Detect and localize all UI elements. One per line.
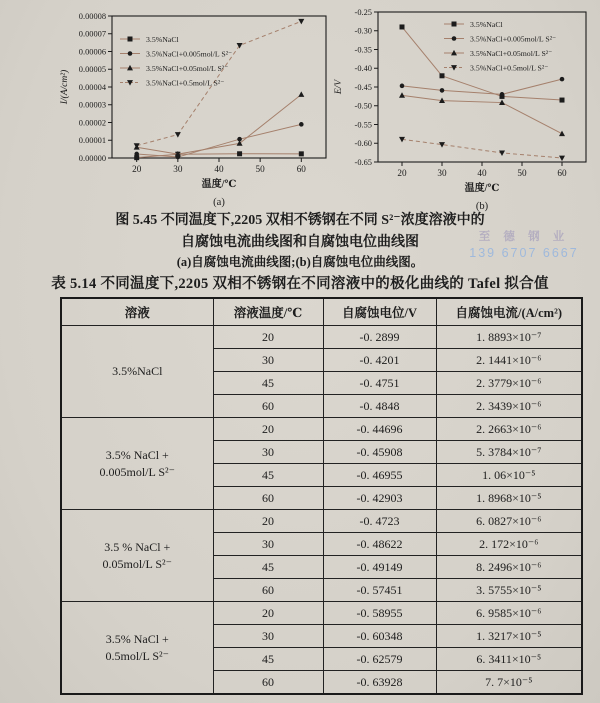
square-marker	[128, 37, 133, 42]
y-axis-label: I/(A/cm²)	[60, 69, 70, 105]
legend-label: 3.5%NaCl+0.05mol/L S²⁻	[470, 49, 553, 58]
circle-marker	[560, 77, 565, 82]
temp-cell: 45	[213, 372, 323, 395]
x-tick-label: 50	[255, 164, 265, 174]
potential-cell: -0. 2899	[323, 326, 436, 349]
y-tick-label: -0.50	[354, 101, 372, 111]
temp-cell: 20	[213, 326, 323, 349]
y-tick-label: 0.00005	[78, 65, 106, 75]
potential-cell: -0. 44696	[323, 418, 436, 441]
y-tick-label: -0.35	[354, 45, 372, 55]
potential-cell: -0. 60348	[323, 625, 436, 648]
current-cell: 1. 06×10⁻⁵	[436, 464, 582, 487]
potential-cell: -0. 62579	[323, 648, 436, 671]
current-cell: 3. 5755×10⁻⁵	[436, 579, 582, 602]
x-axis-label: 温度/℃	[464, 183, 500, 194]
triangle-down-marker	[175, 132, 181, 138]
y-tick-label: -0.40	[354, 64, 372, 74]
potential-cell: -0. 49149	[323, 556, 436, 579]
y-tick-label: -0.60	[354, 139, 372, 149]
potential-cell: -0. 4848	[323, 395, 436, 418]
x-tick-label: 20	[132, 164, 142, 174]
solution-line: 3.5%NaCl	[112, 364, 163, 378]
square-marker	[299, 151, 304, 156]
temp-cell: 45	[213, 648, 323, 671]
circle-marker	[134, 152, 139, 157]
panel-label: (a)	[213, 197, 225, 208]
watermark-company: 至 德 钢 业	[478, 231, 570, 243]
temp-cell: 60	[213, 487, 323, 510]
potential-cell: -0. 45908	[323, 441, 436, 464]
triangle-down-marker	[298, 19, 304, 25]
x-tick-label: 20	[397, 168, 407, 178]
current-cell: 2. 2663×10⁻⁶	[436, 418, 582, 441]
temp-cell: 45	[213, 464, 323, 487]
circle-marker	[128, 51, 133, 56]
y-tick-label: -0.25	[354, 7, 372, 17]
square-marker	[560, 98, 565, 103]
y-tick-label: 0.00004	[78, 82, 106, 92]
y-tick-label: 0.00000	[78, 153, 106, 163]
square-marker	[400, 24, 405, 29]
x-tick-label: 30	[173, 164, 183, 174]
col-header-potential: 自腐蚀电位/V	[323, 298, 436, 326]
square-marker	[237, 151, 242, 156]
potential-cell: -0. 58955	[323, 602, 436, 625]
y-tick-label: -0.45	[354, 82, 372, 92]
current-cell: 1. 8893×10⁻⁷	[436, 326, 582, 349]
figure-caption-line2: 自腐蚀电流曲线图和自腐蚀电位曲线图	[181, 235, 419, 250]
current-cell: 6. 3411×10⁻⁵	[436, 648, 582, 671]
table-caption: 表 5.14 不同温度下,2205 双相不锈钢在不同溶液中的极化曲线的 Tafel 拟合值	[51, 276, 549, 292]
potential-cell: -0. 57451	[323, 579, 436, 602]
legend-label: 3.5%NaCl	[470, 20, 503, 29]
circle-marker	[400, 84, 405, 89]
current-cell: 5. 3784×10⁻⁷	[436, 441, 582, 464]
table-row	[61, 326, 582, 349]
y-tick-label: 0.00002	[78, 118, 106, 128]
series-line	[402, 79, 562, 94]
current-cell: 6. 0827×10⁻⁶	[436, 510, 582, 533]
solution-line: 0.05mol/L S²⁻	[102, 556, 172, 571]
current-cell: 6. 9585×10⁻⁶	[436, 602, 582, 625]
series-line	[137, 124, 302, 157]
y-tick-label: -0.65	[354, 157, 372, 167]
potential-cell: -0. 4751	[323, 372, 436, 395]
temp-cell: 60	[213, 395, 323, 418]
temp-cell: 30	[213, 533, 323, 556]
temp-cell: 60	[213, 579, 323, 602]
triangle-up-marker	[399, 92, 405, 98]
tafel-fit-table	[60, 297, 583, 695]
legend-label: 3.5%NaCl	[146, 35, 179, 44]
x-tick-label: 60	[557, 168, 567, 178]
triangle-down-marker	[559, 156, 565, 162]
temp-cell: 30	[213, 625, 323, 648]
col-header-temperature: 溶液温度/℃	[213, 298, 323, 326]
y-tick-label: 0.00007	[78, 29, 106, 39]
potential-cell: -0. 4723	[323, 510, 436, 533]
solution-cell	[61, 418, 213, 510]
legend-label: 3.5%NaCl+0.005mol/L S²⁻	[146, 49, 233, 59]
col-header-current: 自腐蚀电流/(A/cm²)	[436, 298, 582, 326]
solution-line: 3.5% NaCl +	[105, 447, 169, 462]
current-cell: 1. 8968×10⁻⁵	[436, 487, 582, 510]
chart-b-corrosion-potential	[330, 2, 598, 214]
x-tick-label: 60	[296, 164, 306, 174]
watermark	[464, 228, 584, 260]
temp-cell: 20	[213, 602, 323, 625]
circle-marker	[299, 122, 304, 127]
chart-a-corrosion-current	[56, 6, 334, 210]
x-tick-label: 40	[214, 164, 224, 174]
potential-cell: -0. 42903	[323, 487, 436, 510]
solution-line: 0.5mol/L S²⁻	[105, 648, 169, 663]
legend-label: 3.5%NaCl+0.05mol/L S²⁻	[146, 64, 229, 73]
table-row	[61, 602, 582, 625]
circle-marker	[452, 36, 457, 41]
square-marker	[440, 73, 445, 78]
square-marker	[452, 22, 457, 27]
legend-label: 3.5%NaCl+0.5mol/L S²⁻	[146, 78, 225, 88]
solution-line: 0.005mol/L S²⁻	[99, 464, 175, 479]
legend-label: 3.5%NaCl+0.5mol/L S²⁻	[470, 63, 549, 73]
potential-cell: -0. 63928	[323, 671, 436, 695]
y-tick-label: 0.00003	[78, 100, 106, 110]
current-cell: 8. 2496×10⁻⁶	[436, 556, 582, 579]
solution-cell	[61, 602, 213, 695]
panel-label: (b)	[475, 201, 489, 212]
series-line	[402, 139, 562, 158]
legend-label: 3.5%NaCl+0.005mol/L S²⁻	[470, 34, 557, 44]
y-tick-label: -0.55	[354, 120, 372, 130]
solution-line: 3.5% NaCl +	[105, 631, 169, 646]
temp-cell: 30	[213, 441, 323, 464]
potential-cell: -0. 48622	[323, 533, 436, 556]
triangle-up-marker	[298, 91, 304, 97]
x-tick-label: 30	[437, 168, 447, 178]
y-tick-label: -0.30	[354, 26, 372, 36]
series-line	[402, 95, 562, 133]
x-tick-label: 40	[477, 168, 487, 178]
figure-caption-line3: (a)自腐蚀电流曲线图;(b)自腐蚀电位曲线图。	[176, 255, 424, 269]
triangle-down-marker	[499, 151, 505, 157]
temp-cell: 20	[213, 510, 323, 533]
col-header-solution: 溶液	[61, 298, 213, 326]
y-tick-label: 0.00008	[78, 11, 106, 21]
x-tick-label: 50	[517, 168, 527, 178]
current-cell: 2. 3439×10⁻⁶	[436, 395, 582, 418]
current-cell: 2. 3779×10⁻⁶	[436, 372, 582, 395]
solution-cell	[61, 326, 213, 418]
current-cell: 7. 7×10⁻⁵	[436, 671, 582, 695]
current-cell: 1. 3217×10⁻⁵	[436, 625, 582, 648]
solution-cell	[61, 510, 213, 602]
temp-cell: 60	[213, 671, 323, 695]
table-row	[61, 418, 582, 441]
triangle-up-marker	[559, 131, 565, 137]
circle-marker	[500, 92, 505, 97]
potential-cell: -0. 4201	[323, 349, 436, 372]
watermark-phone: 139 6707 6667	[469, 246, 579, 260]
temp-cell: 30	[213, 349, 323, 372]
temp-cell: 20	[213, 418, 323, 441]
current-cell: 2. 172×10⁻⁶	[436, 533, 582, 556]
table-row	[61, 510, 582, 533]
current-cell: 2. 1441×10⁻⁶	[436, 349, 582, 372]
x-axis-label: 温度/℃	[201, 179, 237, 190]
y-axis-label: E/V	[334, 79, 344, 95]
figure-caption-line1: 图 5.45 不同温度下,2205 双相不锈钢在不同 S²⁻浓度溶液中的	[115, 213, 485, 228]
y-tick-label: 0.00001	[78, 136, 106, 146]
table-header-row	[61, 298, 582, 326]
circle-marker	[440, 88, 445, 93]
solution-line: 3.5 % NaCl +	[104, 539, 171, 554]
y-tick-label: 0.00006	[78, 47, 106, 57]
potential-cell: -0. 46955	[323, 464, 436, 487]
temp-cell: 45	[213, 556, 323, 579]
